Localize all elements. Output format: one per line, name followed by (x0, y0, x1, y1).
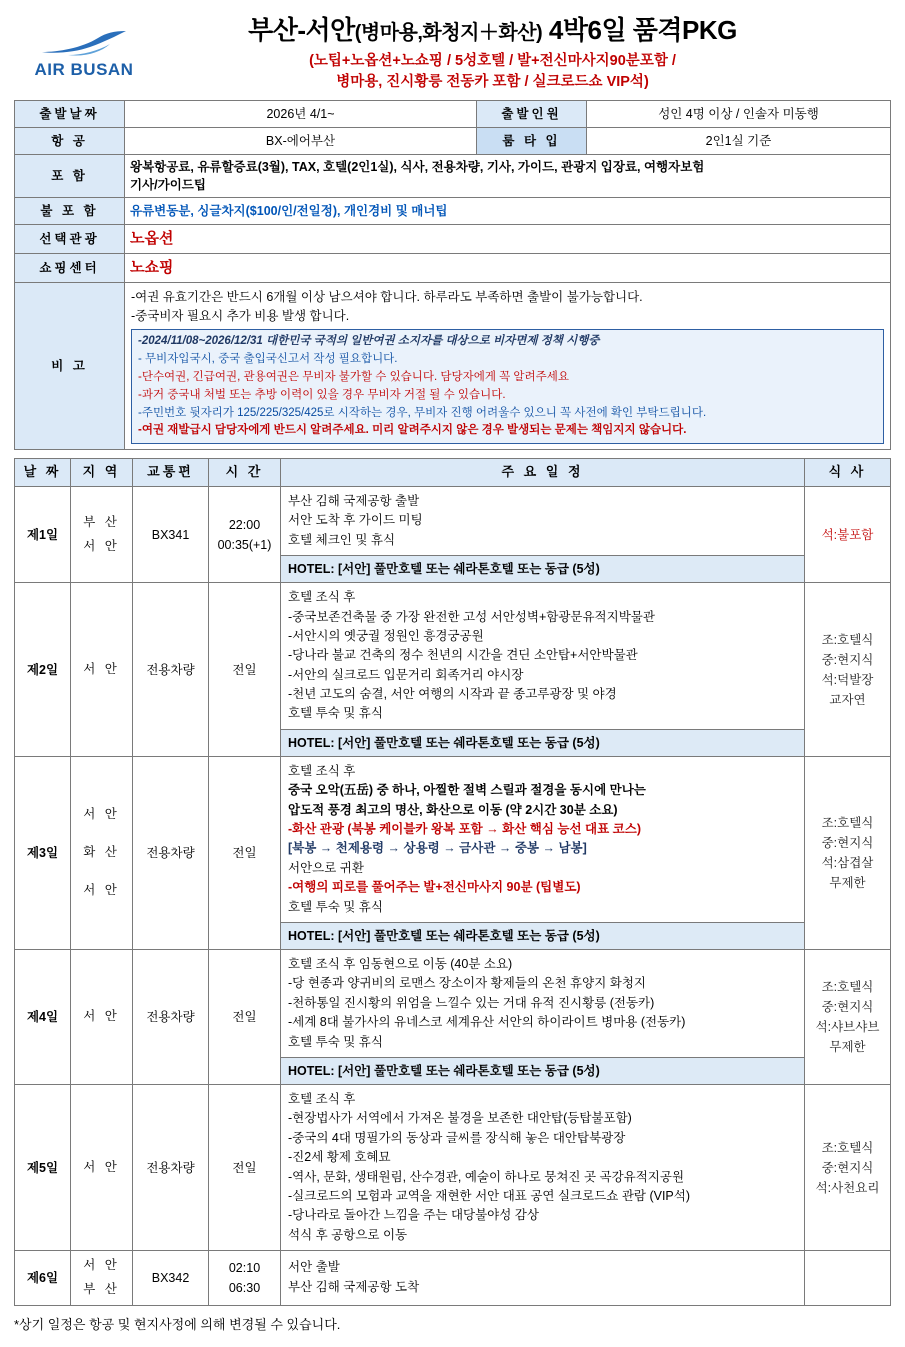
meal-line: 중:현지식 (821, 836, 874, 851)
title-block (154, 14, 891, 94)
info-table (14, 100, 891, 450)
meal-line: 중:현지식 (821, 652, 874, 667)
table-row (15, 254, 891, 283)
area-line: 화 산 (83, 845, 120, 860)
hotel-info: HOTEL: [서안] 풀만호텔 또는 쉐라톤호텔 또는 동급 (5성) (281, 1057, 805, 1084)
col-header-meal: 식 사 (805, 459, 891, 487)
day-label: 제3일 (15, 756, 71, 949)
schedule-line: 호텔 투숙 및 휴식 (288, 706, 383, 721)
schedule-line: 호텔 투숙 및 휴식 (288, 899, 383, 914)
pax-label: 출발인원 (477, 101, 587, 128)
meal-cell (805, 1251, 891, 1306)
include-label: 포 함 (15, 155, 125, 198)
visa-line-6: -여권 재발급시 담당자에게 반드시 알려주세요. 미리 알려주시지 않은 경우 발생되는 문제는 책임지지 않습니다. (138, 424, 687, 437)
schedule-line: -중국의 4대 명필가의 동상과 글씨를 장식해 놓은 대안탑북광장 (288, 1130, 626, 1145)
visa-notice-box (131, 329, 884, 444)
title-main: 부산-서안 (248, 15, 355, 45)
schedule-cell (281, 1251, 805, 1306)
exclude-value: 유류변동분, 싱글차지($100/인/전일정), 개인경비 및 매너팁 (125, 198, 891, 225)
air-label: 항 공 (15, 128, 125, 155)
title-paren: (병마용,화청지＋화산) (354, 22, 543, 44)
table-row (15, 155, 891, 198)
area-line: 서 안 (83, 661, 120, 676)
schedule-line: -천년 고도의 숨결, 서안 여행의 시작과 끝 종고루광장 및 야경 (288, 687, 617, 702)
room-value: 2인1실 기준 (587, 128, 891, 155)
area-cell (71, 486, 133, 582)
schedule-cell (281, 583, 805, 730)
schedule-cell (281, 1085, 805, 1251)
table-row (15, 486, 891, 555)
schedule-line: 부산 김해 국제공항 도착 (288, 1279, 420, 1294)
day-label: 제2일 (15, 583, 71, 757)
schedule-line: -진2세 황제 호혜묘 (288, 1150, 391, 1165)
remark-label: 비 고 (15, 282, 125, 449)
table-row (15, 583, 891, 730)
page-title (154, 14, 831, 47)
title-tail: 4박6일 품격PKG (542, 15, 737, 45)
shop-label: 쇼핑센터 (15, 254, 125, 283)
area-line: 서 안 (83, 807, 120, 822)
meal-line: 석:덕발장 (821, 672, 874, 687)
meal-line: 석:삼겹살 (821, 856, 874, 871)
shop-value: 노쇼핑 (125, 254, 891, 283)
visa-line-3: -단수여권, 긴급여권, 관용여권은 무비자 불가할 수 있습니다. 담당자에게 꼭 알려주세요 (138, 370, 569, 383)
schedule-line: 서안 출발 (288, 1260, 340, 1275)
remark-line-2: -중국비자 필요시 추가 비용 발생 합니다. (131, 308, 350, 323)
day-label: 제6일 (15, 1251, 71, 1306)
table-row (15, 198, 891, 225)
schedule-cell (281, 486, 805, 555)
hotel-info: HOTEL: [서안] 풀만호텔 또는 쉐라톤호텔 또는 동급 (5성) (281, 729, 805, 756)
col-header-schedule: 주 요 일 정 (281, 459, 805, 487)
include-line-1: 왕복항공료, 유류할증료(3월), TAX, 호텔(2인1실), 식사, 전용차량, 기사, 가이드, 관광지 입장료, 여행자보험 (130, 160, 705, 174)
visa-line-2: - 무비자입국시, 중국 출입국신고서 작성 필요합니다. (138, 353, 398, 366)
time-cell: 전일 (209, 583, 281, 757)
meal-line: 무제한 (829, 876, 866, 891)
schedule-line: -여행의 피로를 풀어주는 발+전신마사지 90분 (팁별도) (288, 880, 581, 895)
visa-line-5: -주민번호 뒷자리가 125/225/325/425로 시작하는 경우, 무비자 진행 어려울수 있으니 꼭 사전에 확인 부탁드립니다. (138, 406, 707, 419)
meal-line: 중:현지식 (821, 1000, 874, 1015)
area-line: 서 안 (83, 882, 120, 897)
day-label: 제4일 (15, 950, 71, 1085)
time-cell: 전일 (209, 950, 281, 1085)
exclude-label: 불 포 함 (15, 198, 125, 225)
visa-line-4: -과거 중국내 처벌 또는 추방 이력이 있을 경우 무비자 거절 될 수 있습니다. (138, 388, 506, 401)
col-header-transport: 교통편 (133, 459, 209, 487)
schedule-line: -서안의 실크로드 입문거리 회족거리 야시장 (288, 667, 524, 682)
schedule-line: 호텔 조식 후 (288, 763, 356, 778)
meal-line: 조:호텔식 (821, 1140, 874, 1155)
footnote: *상기 일정은 항공 및 현지사정에 의해 변경될 수 있습니다. (14, 1316, 341, 1332)
schedule-line: -당 현종과 양귀비의 로맨스 장소이자 황제들의 온천 휴양지 화청지 (288, 976, 646, 991)
airline-logo (14, 14, 154, 80)
hotel-info: HOTEL: [서안] 풀만호텔 또는 쉐라톤호텔 또는 동급 (5성) (281, 922, 805, 949)
time-cell: 전일 (209, 756, 281, 949)
schedule-line: -실크로드의 모험과 교역을 재현한 서안 대표 공연 실크로드쇼 관람 (VIP석) (288, 1188, 690, 1203)
subtitle (154, 51, 831, 95)
transport-cell: BX342 (133, 1251, 209, 1306)
meal-line: 조:호텔식 (821, 632, 874, 647)
meal-line: 조:호텔식 (821, 816, 874, 831)
transport-cell: 전용차량 (133, 1085, 209, 1251)
schedule-cell (281, 950, 805, 1058)
option-label: 선택관광 (15, 225, 125, 254)
meal-cell (805, 950, 891, 1085)
area-line: 부 산 (83, 514, 120, 529)
time-line: 02:10 (228, 1260, 261, 1275)
table-row (15, 101, 891, 128)
area-cell (71, 1251, 133, 1306)
schedule-line: 서안 도착 후 가이드 미팅 (288, 513, 423, 528)
meal-line: 조:호텔식 (821, 980, 874, 995)
swoosh-icon (38, 28, 130, 58)
schedule-line: -당나라로 돌아간 느낌을 주는 대당불야성 감상 (288, 1208, 539, 1223)
meal-line: 석:샤브샤브 (815, 1020, 880, 1035)
meal-cell (805, 583, 891, 757)
subtitle-line-1: (노팁+노옵션+노쇼핑 / 5성호텔 / 발+전신마사지90분포함 / (309, 52, 676, 69)
transport-cell: BX341 (133, 486, 209, 582)
schedule-line: 호텔 체크인 및 휴식 (288, 532, 396, 547)
meal-cell (805, 1085, 891, 1251)
schedule-line: -화산 관광 (북봉 케이블카 왕복 포함 → 화산 핵심 능선 대표 코스) (288, 822, 641, 837)
schedule-line: 호텔 투숙 및 휴식 (288, 1034, 383, 1049)
option-value: 노옵션 (125, 225, 891, 254)
meal-line: 석:불포함 (821, 527, 874, 542)
meal-line: 무제한 (829, 1040, 866, 1055)
time-cell: 전일 (209, 1085, 281, 1251)
schedule-line: -세계 8대 불가사의 유네스코 세계유산 서안의 하이라이트 병마용 (전동카) (288, 1015, 686, 1030)
meal-cell (805, 756, 891, 949)
col-header-area: 지 역 (71, 459, 133, 487)
schedule-line: 호텔 조식 후 (288, 590, 356, 605)
itinerary-header-row (15, 459, 891, 487)
include-line-2: 기사/가이드팁 (130, 178, 206, 193)
transport-cell: 전용차량 (133, 950, 209, 1085)
schedule-line: -중국보존건축물 중 가장 완전한 고성 서안성벽+함광문유적지박물관 (288, 609, 655, 624)
document-header (14, 10, 891, 100)
subtitle-line-2: 병마용, 진시황릉 전동카 포함 / 실크로드쇼 VIP석) (336, 74, 649, 91)
time-line: 06:30 (228, 1280, 261, 1295)
transport-cell: 전용차량 (133, 756, 209, 949)
remark-value (125, 282, 891, 449)
schedule-line: 호텔 조식 후 임동현으로 이동 (40분 소요) (288, 957, 513, 972)
air-value: BX-에어부산 (125, 128, 477, 155)
schedule-line: -현장법사가 서역에서 가져온 불경을 보존한 대안탑(등탑불포함) (288, 1111, 632, 1126)
area-line: 서 안 (83, 538, 120, 553)
day-label: 제5일 (15, 1085, 71, 1251)
area-line: 서 안 (83, 1258, 120, 1273)
table-row (15, 950, 891, 1058)
schedule-line: 부산 김해 국제공항 출발 (288, 493, 420, 508)
schedule-line: 압도적 풍경 최고의 명산, 화산으로 이동 (약 2시간 30분 소요) (288, 802, 618, 817)
depart-date-label: 출발날짜 (15, 101, 125, 128)
logo-text: AIR BUSAN (34, 60, 134, 79)
table-row (15, 756, 891, 922)
col-header-time: 시 간 (209, 459, 281, 487)
area-line: 서 안 (83, 1159, 120, 1174)
meal-cell (805, 486, 891, 582)
meal-line: 중:현지식 (821, 1160, 874, 1175)
meal-line: 석:사천요리 (815, 1180, 880, 1195)
schedule-cell (281, 756, 805, 922)
include-value (125, 155, 891, 198)
time-line: 22:00 (228, 517, 261, 532)
area-cell (71, 950, 133, 1085)
schedule-line: [북봉 → 천제용령 → 상용령 → 금사관 → 중봉 → 남봉] (288, 841, 587, 856)
schedule-line: -당나라 불교 건축의 정수 천년의 시간을 견딘 소안탑+서안박물관 (288, 648, 638, 663)
schedule-line: 석식 후 공항으로 이동 (288, 1227, 408, 1242)
remark-line-1: -여권 유효기간은 반드시 6개월 이상 남으셔야 합니다. 하루라도 부족하면 출발이 불가능합니다. (131, 289, 643, 304)
area-cell (71, 756, 133, 949)
area-cell (71, 583, 133, 757)
schedule-line: -서안시의 옛궁궐 정원인 흥경궁공원 (288, 628, 484, 643)
time-cell (209, 1251, 281, 1306)
time-line: 00:35(+1) (217, 537, 272, 552)
visa-line-1: -2024/11/08~2026/12/31 대한민국 국적의 일반여권 소지자를 대상으로 비자면제 정책 시행중 (138, 335, 600, 348)
schedule-line: 중국 오악(五岳) 중 하나, 아찔한 절벽 스릴과 절경을 동시에 만나는 (288, 783, 646, 798)
hotel-info: HOTEL: [서안] 풀만호텔 또는 쉐라톤호텔 또는 동급 (5성) (281, 556, 805, 583)
area-line: 부 산 (83, 1281, 120, 1296)
day-label: 제1일 (15, 486, 71, 582)
time-cell (209, 486, 281, 582)
area-cell (71, 1085, 133, 1251)
table-row (15, 282, 891, 449)
table-row (15, 225, 891, 254)
room-label: 룸 타 입 (477, 128, 587, 155)
schedule-line: 호텔 조식 후 (288, 1092, 356, 1107)
depart-date-value: 2026년 4/1~ (125, 101, 477, 128)
table-row (15, 128, 891, 155)
schedule-line: -역사, 문화, 생태원림, 산수경관, 예술이 하나로 뭉쳐진 곳 곡강유적지공원 (288, 1169, 685, 1184)
area-line: 서 안 (83, 1009, 120, 1024)
table-row (15, 1251, 891, 1306)
meal-line: 교자연 (829, 692, 866, 707)
itinerary-table (14, 458, 891, 1305)
pax-value: 성인 4명 이상 / 인솔자 미동행 (587, 101, 891, 128)
table-row (15, 1085, 891, 1251)
schedule-line: -천하통일 진시황의 위엄을 느낄수 있는 거대 유적 진시황릉 (전동카) (288, 995, 655, 1010)
transport-cell: 전용차량 (133, 583, 209, 757)
schedule-line: 서안으로 귀환 (288, 860, 364, 875)
col-header-day: 날 짜 (15, 459, 71, 487)
